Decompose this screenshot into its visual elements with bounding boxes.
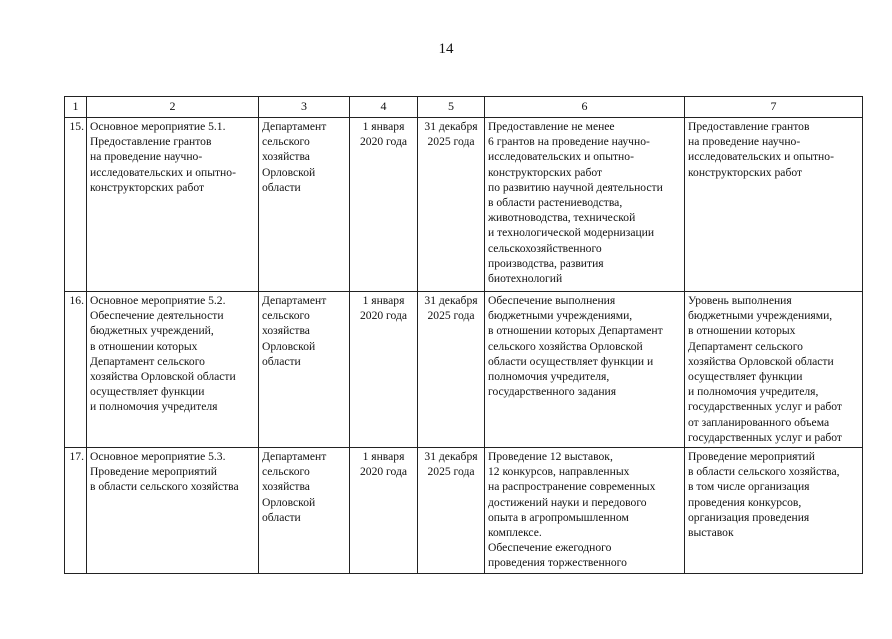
row-number: 16. (65, 292, 87, 448)
cell-text-line: осуществляет функции (90, 385, 205, 399)
table-header-row (65, 97, 863, 118)
executor-cell (259, 448, 350, 574)
cell-text-line: области (262, 510, 301, 524)
result-cell (485, 448, 685, 574)
cell-text-line: бюджетных учреждений, (90, 324, 214, 338)
cell-text-line: в области сельского хозяйства, (688, 465, 840, 479)
cell-text-line: Основное мероприятие 5.3. (90, 450, 226, 464)
cell-text-line: 2025 года (427, 465, 475, 479)
activity-cell (87, 118, 259, 292)
cell-text-line: опыта в агропромышленном (488, 510, 629, 524)
cell-text-line: 1 января (362, 294, 405, 307)
cell-text-line: бюджетными учреждениями, (488, 309, 633, 323)
cell-text-line: конструкторских работ (688, 165, 803, 179)
cell-text-line: и полномочия учредителя (90, 400, 218, 414)
cell-text-line: Предоставление не менее (488, 120, 615, 133)
column-header: 3 (259, 97, 350, 118)
end-date-cell (418, 448, 485, 574)
cell-text-line: Орловской (262, 495, 316, 509)
cell-text-line: достижений науки и передового (488, 495, 647, 509)
cell-text-line: исследовательских и опытно- (90, 165, 236, 179)
row-number: 17. (65, 448, 87, 574)
cell-text-line: в области растениеводства, (488, 196, 623, 210)
start-date-cell (350, 292, 418, 448)
cell-text-line: 2025 года (427, 135, 475, 149)
cell-text-line: Основное мероприятие 5.1. (90, 120, 226, 133)
cell-text-line: Проведение мероприятий (688, 450, 815, 464)
cell-text-line: проведения конкурсов, (688, 495, 802, 509)
column-header: 2 (87, 97, 259, 118)
cell-text-line: комплексе. (488, 526, 542, 540)
cell-text-line: исследовательских и опытно- (688, 150, 834, 164)
cell-text-line: государственного задания (488, 385, 617, 399)
cell-text-line: государственных услуг и работ (688, 430, 842, 444)
cell-text-line: в области сельского хозяйства (90, 480, 239, 494)
cell-text-line: Проведение 12 выставок, (488, 450, 613, 464)
activity-cell (87, 292, 259, 448)
cell-text-line: сельскохозяйственного (488, 241, 602, 255)
cell-text-line: хозяйства (262, 480, 310, 494)
cell-text-line: на проведение научно- (90, 150, 203, 164)
cell-text-line: конструкторских работ (488, 165, 603, 179)
cell-text-line: Проведение мероприятий (90, 465, 217, 479)
cell-text-line: хозяйства Орловской области (688, 354, 834, 368)
cell-text-line: Предоставление грантов (90, 135, 212, 149)
cell-text-line: Обеспечение ежегодного (488, 541, 612, 555)
cell-text-line: 6 грантов на проведение научно- (488, 135, 650, 149)
column-header: 5 (418, 97, 485, 118)
cell-text-line: в отношении которых Департамент (488, 324, 663, 338)
cell-text-line: исследовательских и опытно- (488, 150, 634, 164)
cell-text-line: Департамент (262, 294, 327, 307)
end-date-cell (418, 292, 485, 448)
cell-text-line: 2020 года (359, 465, 408, 479)
cell-text-line: в том числе организация (688, 480, 810, 494)
cell-text-line: Департамент (262, 450, 327, 464)
cell-text-line: государственных услуг и работ (688, 400, 842, 414)
result-cell (485, 292, 685, 448)
cell-text-line: животноводства, технической (488, 211, 636, 225)
cell-text-line: Департамент сельского (90, 354, 205, 368)
cell-text-line: Предоставление грантов (688, 120, 810, 133)
cell-text-line: производства, развития (488, 256, 604, 270)
column-header: 4 (350, 97, 418, 118)
cell-text-line: конструкторских работ (90, 180, 205, 194)
cell-text-line: от запланированного объема (688, 415, 830, 429)
cell-text-line: организация проведения (688, 510, 810, 524)
cell-text-line: 2025 года (427, 309, 475, 323)
cell-text-line: 31 декабря (424, 294, 478, 307)
cell-text-line: Основное мероприятие 5.2. (90, 294, 226, 307)
cell-text-line: Орловской (262, 165, 316, 179)
cell-text-line: 2020 года (359, 309, 408, 323)
executor-cell (259, 118, 350, 292)
start-date-cell (350, 448, 418, 574)
cell-text-line: по развитию научной деятельности (488, 180, 663, 194)
cell-text-line: на распространение современных (488, 480, 656, 494)
page-number: 14 (438, 41, 454, 57)
indicator-cell (685, 448, 863, 574)
cell-text-line: в отношении которых (90, 339, 198, 353)
cell-text-line: полномочия учредителя, (488, 370, 610, 384)
cell-text-line: хозяйства (262, 324, 310, 338)
cell-text-line: сельского (262, 309, 310, 323)
indicator-cell (685, 292, 863, 448)
result-cell (485, 118, 685, 292)
table-row (65, 448, 863, 574)
end-date-cell (418, 118, 485, 292)
cell-text-line: сельского хозяйства Орловской (488, 339, 643, 353)
row-number: 15. (65, 118, 87, 292)
column-header: 6 (485, 97, 685, 118)
cell-text-line: Обеспечение выполнения (488, 294, 616, 307)
cell-text-line: 2020 года (359, 135, 408, 149)
cell-text-line: Уровень выполнения (688, 294, 792, 307)
cell-text-line: выставок (688, 526, 734, 540)
cell-text-line: Департамент (262, 120, 327, 133)
table-row (65, 292, 863, 448)
cell-text-line: хозяйства (262, 150, 310, 164)
cell-text-line: и технологической модернизации (488, 226, 655, 240)
cell-text-line: сельского (262, 465, 310, 479)
cell-text-line: 31 декабря (424, 120, 478, 133)
cell-text-line: осуществляет функции (688, 370, 803, 384)
cell-text-line: биотехнологий (488, 272, 563, 286)
column-header: 7 (685, 97, 863, 118)
cell-text-line: Департамент сельского (688, 339, 803, 353)
cell-text-line: проведения торжественного (488, 556, 627, 570)
cell-text-line: бюджетными учреждениями, (688, 309, 833, 323)
start-date-cell (350, 118, 418, 292)
indicator-cell (685, 118, 863, 292)
cell-text-line: области осуществляет функции и (488, 354, 654, 368)
activity-cell (87, 448, 259, 574)
cell-text-line: и полномочия учредителя, (688, 385, 819, 399)
cell-text-line: Орловской (262, 339, 316, 353)
cell-text-line: 1 января (362, 120, 405, 133)
cell-text-line: 31 декабря (424, 450, 478, 464)
cell-text-line: 1 января (362, 450, 405, 464)
table-row (65, 118, 863, 292)
measures-table (64, 96, 863, 574)
cell-text-line: сельского (262, 135, 310, 149)
executor-cell (259, 292, 350, 448)
cell-text-line: хозяйства Орловской области (90, 370, 236, 384)
cell-text-line: Обеспечение деятельности (90, 309, 224, 323)
cell-text-line: области (262, 180, 301, 194)
cell-text-line: на проведение научно- (688, 135, 801, 149)
cell-text-line: 12 конкурсов, направленных (488, 465, 630, 479)
cell-text-line: в отношении которых (688, 324, 796, 338)
column-header: 1 (65, 97, 87, 118)
cell-text-line: области (262, 354, 301, 368)
